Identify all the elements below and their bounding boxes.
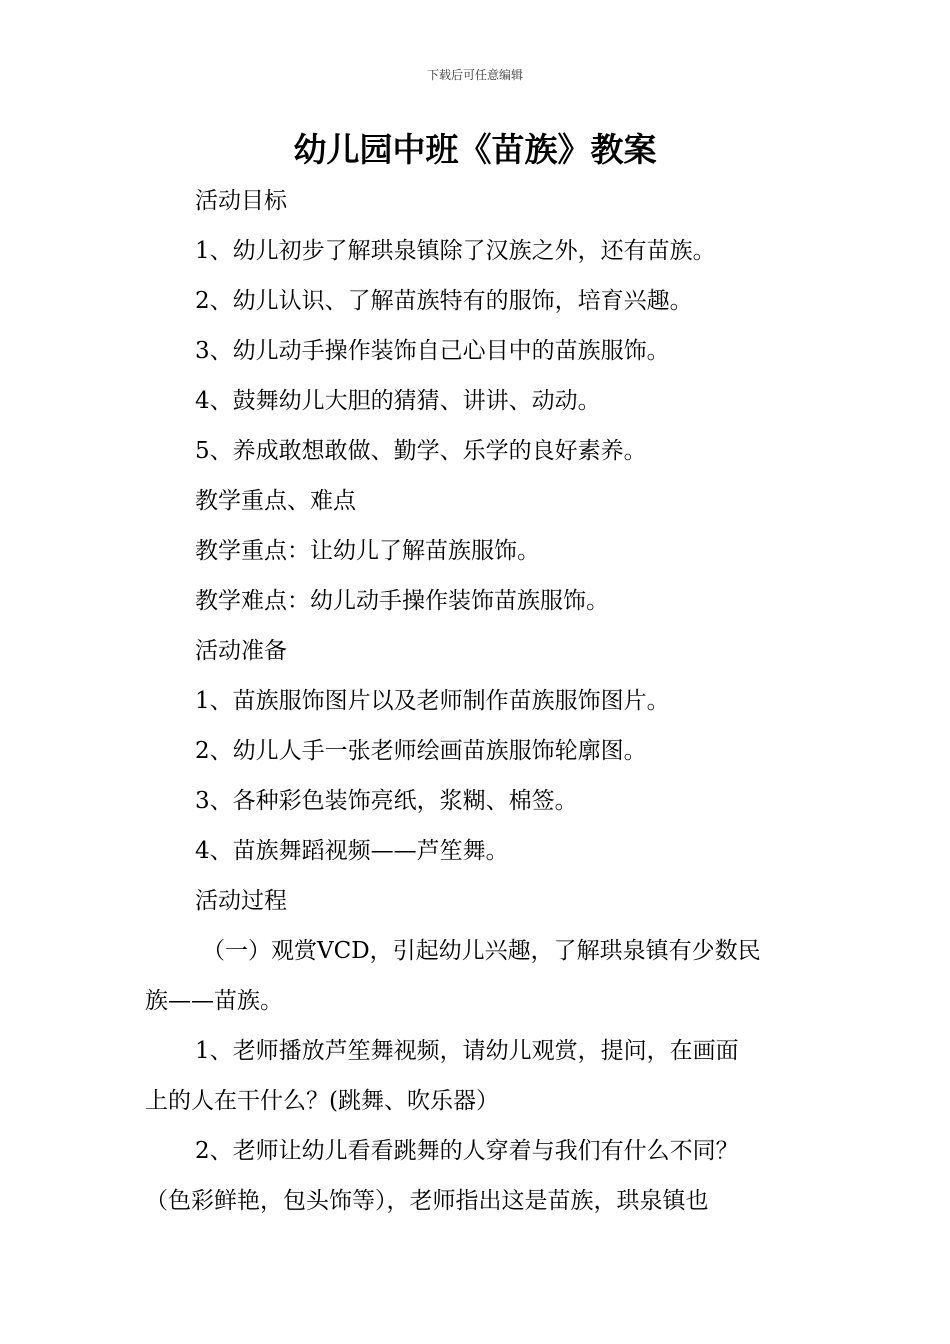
paragraph-line: （色彩鲜艳，包头饰等），老师指出这是苗族，珙泉镇也 (145, 1188, 709, 1214)
section-heading-objectives: 活动目标 (195, 188, 287, 214)
paragraph-line: 1、幼儿初步了解珙泉镇除了汉族之外，还有苗族。 (195, 238, 716, 264)
paragraph-line: 教学难点：幼儿动手操作装饰苗族服饰。 (195, 588, 609, 614)
paragraph-line: （一）观赏VCD，引起幼儿兴趣，了解珙泉镇有少数民 (202, 938, 761, 964)
header-note: 下载后可任意编辑 (426, 68, 523, 82)
paragraph-line: 2、老师让幼儿看看跳舞的人穿着与我们有什么不同？ (195, 1138, 739, 1164)
paragraph-line: 1、苗族服饰图片以及老师制作苗族服饰图片。 (195, 688, 670, 714)
paragraph-line: 5、养成敢想敢做、勤学、乐学的良好素养。 (195, 438, 647, 464)
paragraph-line: 3、幼儿动手操作装饰自己心目中的苗族服饰。 (195, 338, 670, 364)
paragraph-line: 2、幼儿人手一张老师绘画苗族服饰轮廓图。 (195, 738, 647, 764)
paragraph-line: 上的人在干什么？(跳舞、吹乐器） (145, 1088, 499, 1114)
paragraph-line: 4、鼓舞幼儿大胆的猜猜、讲讲、动动。 (195, 388, 601, 414)
paragraph-line: 3、各种彩色装饰亮纸，浆糊、棉签。 (195, 788, 578, 814)
section-heading-process: 活动过程 (195, 888, 287, 914)
paragraph-line: 族——苗族。 (145, 988, 283, 1014)
section-heading-key-points: 教学重点、难点 (195, 488, 356, 514)
document-body (145, 176, 810, 1226)
paragraph-line: 4、苗族舞蹈视频——芦笙舞。 (195, 838, 509, 864)
paragraph-line: 1、老师播放芦笙舞视频，请幼儿观赏，提问，在画面 (195, 1038, 739, 1064)
document-title: 幼儿园中班《苗族》教案 (293, 130, 657, 169)
paragraph-line: 教学重点：让幼儿了解苗族服饰。 (195, 538, 540, 564)
paragraph-line: 2、幼儿认识、了解苗族特有的服饰，培育兴趣。 (195, 288, 693, 314)
section-heading-preparation: 活动准备 (195, 638, 287, 664)
